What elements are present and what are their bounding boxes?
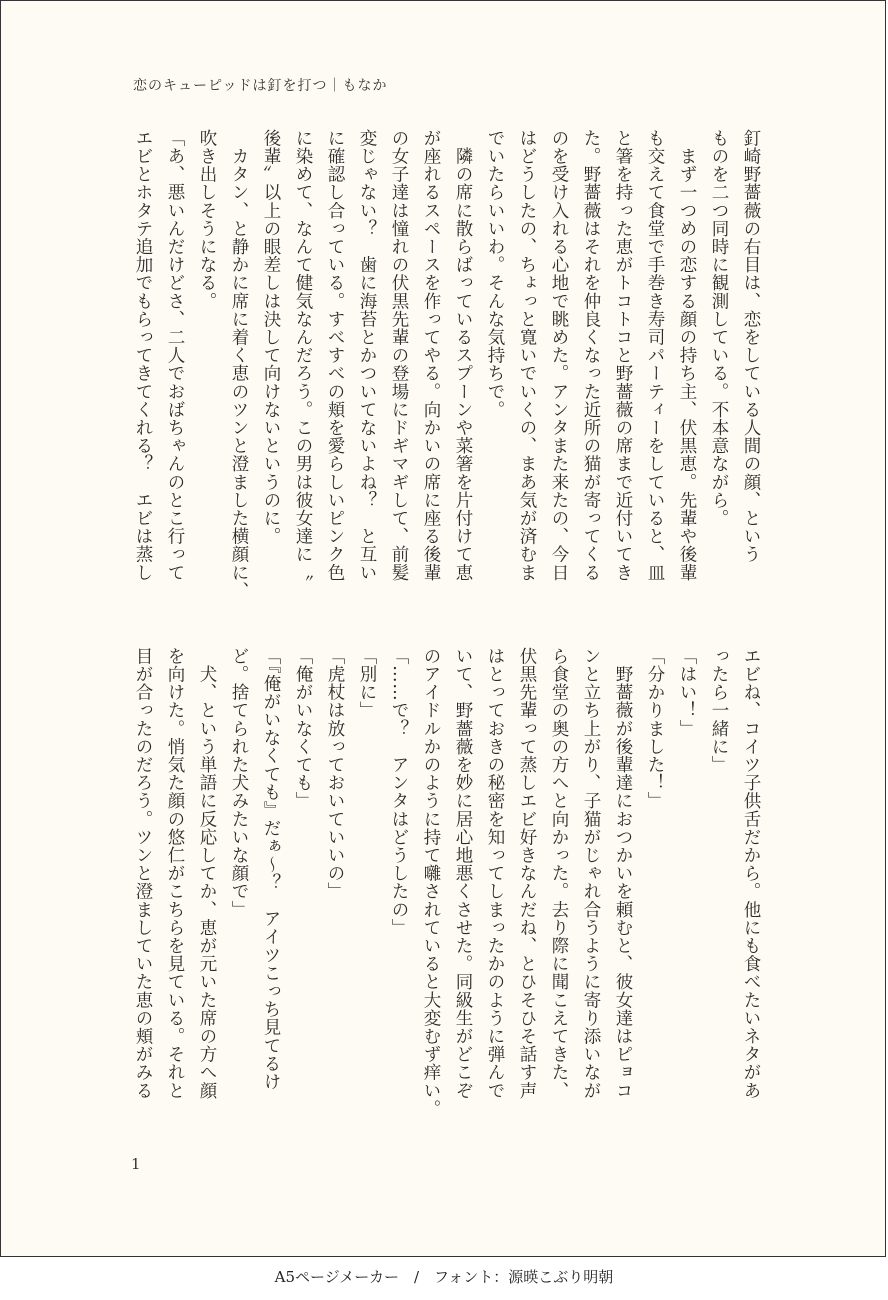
text-line: 釘崎野薔薇の右目は、恋をしている人間の顔、という — [741, 129, 761, 564]
text-line: エビね、コイツ子供舌だから。他にも食べたいネタがあ — [741, 647, 761, 1100]
text-line: に確認し合っている。すべすべの頬を愛らしいピンク色 — [325, 129, 345, 582]
footer-credit: A5ページメーカー / フォント：源暎こぶり明朝 — [274, 1268, 614, 1286]
text-line: を向けた。悄気た顔の悠仁がこちらを見ている。それと — [165, 647, 185, 1100]
text-line: と箸を持った恵がトコトコと野薔薇の席まで近付いてき — [613, 129, 633, 582]
text-line: 「別に」 — [357, 647, 377, 720]
text-line: まず一つめの恋する顔の持ち主、伏黒恵。先輩や後輩 — [677, 129, 697, 582]
text-line: 目が合ったのだろう。ツンと澄ましていた恵の頬がみる — [133, 647, 153, 1100]
text-line: でいたらいいわ。そんな気持ちで。 — [485, 129, 505, 419]
text-line: のアイドルかのように持て囃されていると大変むず痒い。 — [421, 647, 441, 1118]
text-line: はどうしたの、ちょっと寛いでいくの、まあ気が済むま — [517, 129, 537, 582]
page-number: 1 — [131, 1155, 141, 1173]
text-line: 伏黒先輩って蒸しエビ好きなんだね、とひそひそ話す声 — [517, 647, 537, 1100]
text-line: 犬、という単語に反応してか、恵が元いた席の方へ顔 — [197, 647, 217, 1100]
text-line: 野薔薇が後輩達におつかいを頼むと、彼女達はピョコ — [613, 647, 633, 1100]
text-line: 吹き出しそうになる。 — [197, 129, 217, 310]
text-line: 変じゃない？ 歯に海苔とかついてないよね？ と互い — [357, 129, 377, 582]
text-line: 「俺がいなくても」 — [293, 647, 313, 810]
text-line: カタン、と静かに席に着く恵のツンと澄ました横顔に、 — [229, 129, 249, 600]
text-line: はとっておきの秘密を知ってしまったかのように弾んで — [485, 647, 505, 1100]
text-block-top — [127, 129, 767, 604]
text-line: ンと立ち上がり、子猫がじゃれ合うように寄り添いなが — [581, 647, 601, 1100]
text-line: ど。捨てられた犬みたいな顔で」 — [229, 647, 249, 919]
text-line: た。野薔薇はそれを仲良くなった近所の猫が寄ってくる — [581, 129, 601, 582]
running-header: 恋のキューピッドは釘を打つ｜もなか — [133, 78, 388, 94]
text-line: 「虎杖は放っておいていいの」 — [325, 647, 345, 901]
text-line: エビとホタテ追加でもらってきてくれる？ エビは蒸し — [133, 129, 153, 582]
text-line: のを受け入れる心地で眺めた。アンタまた来たの、今日 — [549, 129, 569, 582]
text-line: 「はい！」 — [677, 647, 697, 738]
text-line: 「……で？ アンタはどうしたの」 — [389, 647, 409, 937]
text-line: いて、野薔薇を妙に居心地悪くさせた。同級生がどこぞ — [453, 647, 473, 1100]
text-line: 後輩〟以上の眼差しは決して向けないというのに。 — [261, 129, 281, 546]
text-line: も交えて食堂で手巻き寿司パーティーをしていると、皿 — [645, 129, 665, 582]
text-line: 隣の席に散らばっているスプーンや菜箸を片付けて恵 — [453, 129, 473, 582]
text-block-bottom — [127, 647, 767, 1132]
text-line: 「あ、悪いんだけどさ、二人でおばちゃんのとこ行って — [165, 129, 185, 582]
text-line: ものを二つ同時に観測している。不本意ながら。 — [709, 129, 729, 528]
text-line: ったら一緒に」 — [709, 647, 729, 774]
text-line: 「分かりました！」 — [645, 647, 665, 810]
text-line: の女子達は憧れの伏黒先輩の登場にドギマギして、前髪 — [389, 129, 409, 582]
text-line: が座れるスペースを作ってやる。向かいの席に座る後輩 — [421, 129, 441, 582]
text-line: に染めて、なんて健気なんだろう。この男は彼女達に〝 — [293, 129, 313, 582]
text-line: 「『俺がいなくても』だぁ～？ アイツこっち見てるけ — [261, 647, 281, 1091]
text-line: ら食堂の奥の方へと向かった。去り際に聞こえてきた、 — [549, 647, 569, 1100]
